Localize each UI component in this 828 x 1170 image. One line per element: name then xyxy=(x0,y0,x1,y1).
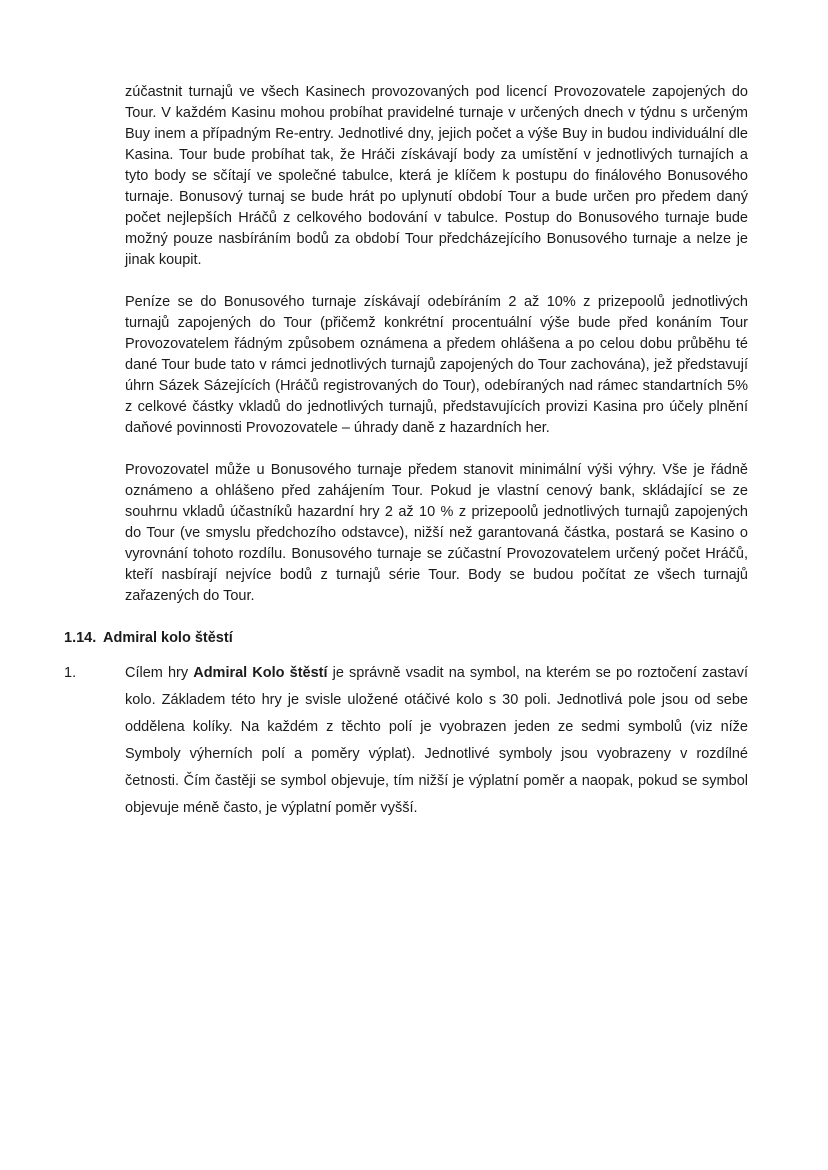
list-item-text-after-bold: je správně vsadit na symbol, na kterém se po roztočení zastaví kolo. Základem této hry je svisle uložené otáčivé kolo s 30 poli. Jednotlivá pole jsou od sebe oddělena kolíky. Na každém z těchto polí je vyobrazen jeden ze sedmi symbolů (viz níže Symboly výherních polí a poměry výplat). Jednotlivé symboly jsou vyobrazeny v rozdílné četnosti. Čím častěji se symbol objevuje, tím nižší je výplatní poměr a naopak, pokud se symbol objevuje méně často, je výplatní poměr vyšší. xyxy=(125,665,748,816)
list-item-bold-game-name: Admiral Kolo štěstí xyxy=(193,665,328,681)
body-paragraph-bonus-money: Peníze se do Bonusového turnaje získávají odebíráním 2 až 10% z prizepoolů jednotlivých turnajů zapojených do Tour (přičemž konkrétní procentuální výše bude před konáním Tour Provozovatelem řádným způsobem oznámena a předem ohlášena a po celou dobu průběhu té dané Tour bude tato v rámci jednotlivých turnajů zapojených do Tour zachována), jež představují úhrn Sázek Sázejících (Hráčů registrovaných do Tour), odebíraných nad rámec standartních 5% z celkové částky vkladů do jednotlivých turnajů, představujících provizi Kasina pro účely plnění daňové povinnosti Provozovatele – úhrady daně z hazardních her. xyxy=(125,294,748,436)
numbered-list-item xyxy=(64,660,748,822)
list-item-text-before-bold: Cílem hry xyxy=(125,665,194,681)
body-paragraph-minimum-win: Provozovatel může u Bonusového turnaje předem stanovit minimální výši výhry. Vše je řádně oznámeno a ohlášeno před zahájením Tour. Pokud je vlastní cenový bank, skládající se ze souhrnu vkladů účastníků hazardní hry 2 až 10 % z prizepoolů jednotlivých turnajů zapojených do Tour (ve smyslu předchozího odstavce), nižší než garantovaná částka, postará se Kasino o vyrovnání tohoto rozdílu. Bonusového turnaje se zúčastní Provozovatelem určený počet Hráčů, kteří nasbírají nejvíce bodů z turnajů série Tour. Body se budou počítat ze všech turnajů zařazených do Tour. xyxy=(125,462,748,604)
section-heading-number: 1.14. xyxy=(64,630,97,646)
list-item-number: 1. xyxy=(64,665,77,681)
section-heading xyxy=(64,628,748,649)
body-paragraph-tour-rules: zúčastnit turnajů ve všech Kasinech provozovaných pod licencí Provozovatele zapojených do Tour. V každém Kasinu mohou probíhat pravidelné turnaje v určených dnech v týdnu s určeným Buy inem a případným Re-entry. Jednotlivé dny, jejich počet a výše Buy in budou individuální dle Kasina. Tour bude probíhat tak, že Hráči získávají body za umístění v jednotlivých turnajích a tyto body se sčítají ve společné tabulce, která je klíčem k postupu do finálového Bonusového turnaje. Bonusový turnaj se bude hrát po uplynutí období Tour a bude určen pro předem daný počet nejlepších Hráčů z celkového bodování v tabulce. Postup do Bonusového turnaje bude možný pouze nasbíráním bodů za období Tour předcházejícího Bonusového turnaje a nelze je jinak koupit. xyxy=(125,84,748,268)
list-item-text xyxy=(125,660,748,822)
section-heading-title: Admiral kolo štěstí xyxy=(103,630,233,646)
